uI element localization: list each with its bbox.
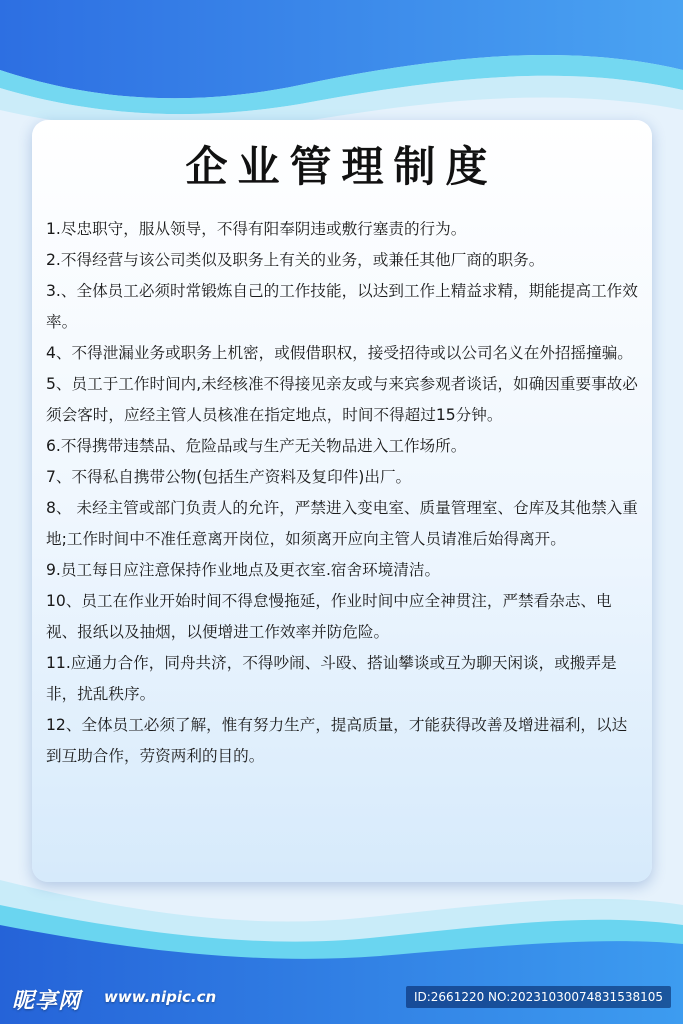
watermark-url: www.nipic.cn <box>104 988 217 1006</box>
image-id-label: ID:2661220 NO:20231030074831538105 <box>406 986 671 1008</box>
rule-item: 11.应通力合作，同舟共济，不得吵闹、斗殴、搭讪攀谈或互为聊天闲谈，或搬弄是非，扰乱秩序。 <box>46 654 617 703</box>
rule-item: 8、 未经主管或部门负责人的允许，严禁进入变电室、质量管理室、仓库及其他禁入重地;工作时间中不准任意离开岗位，如须离开应向主管人员请准后始得离开。 <box>46 499 638 548</box>
rule-item: 2.不得经营与该公司类似及职务上有关的业务，或兼任其他厂商的职务。 <box>46 251 545 269</box>
watermark-logo: 昵享网 <box>12 989 82 1014</box>
rule-item: 4、不得泄漏业务或职务上机密，或假借职权，接受招待或以公司名义在外招摇撞骗。 <box>46 344 633 362</box>
rules-list <box>46 214 642 772</box>
rule-item: 12、全体员工必须了解，惟有努力生产，提高质量，才能获得改善及增进福利，以达到互助合作，劳资两利的目的。 <box>46 716 628 765</box>
rule-item: 10、员工在作业开始时间不得怠慢拖延，作业时间中应全神贯注，严禁看杂志、电视、报纸以及抽烟，以便增进工作效率并防危险。 <box>46 592 612 641</box>
rule-item: 3.、全体员工必须时常锻炼自己的工作技能，以达到工作上精益求精，期能提高工作效率。 <box>46 282 638 331</box>
rule-item: 1.尽忠职守，服从领导，不得有阳奉阴违或敷行塞责的行为。 <box>46 220 467 238</box>
rule-item: 9.员工每日应注意保持作业地点及更衣室.宿舍环境清洁。 <box>46 561 441 579</box>
rule-item: 6.不得携带违禁品、危险品或与生产无关物品进入工作场所。 <box>46 437 467 455</box>
rule-item: 5、员工于工作时间内,未经核准不得接见亲友或与来宾参观者谈话，如确因重要事故必须会客时，应经主管人员核准在指定地点，时间不得超过15分钟。 <box>46 375 638 424</box>
rule-item: 7、不得私自携带公物(包括生产资料及复印件)出厂。 <box>46 468 412 486</box>
page-title: 企业管理制度 <box>185 142 498 191</box>
